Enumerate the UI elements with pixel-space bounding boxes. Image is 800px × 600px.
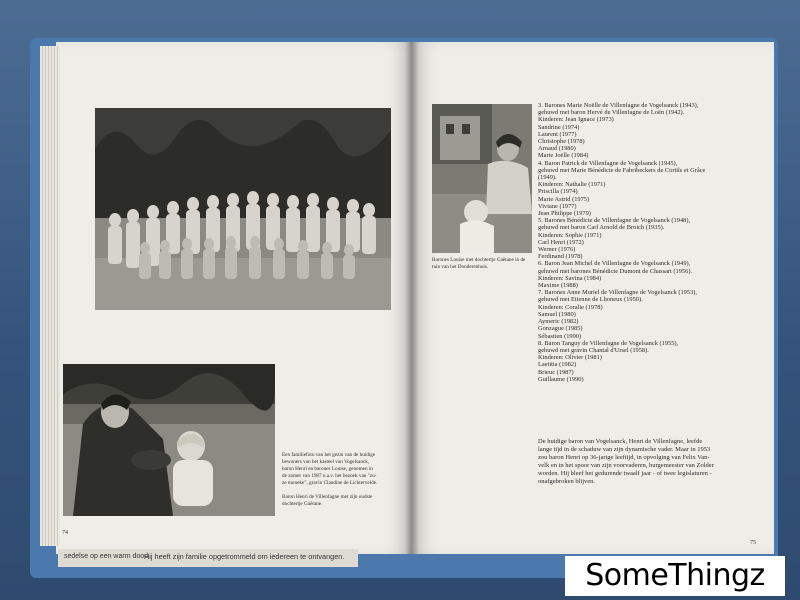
caption-line: tuin van het Donderenhuis. bbox=[432, 264, 489, 270]
genealogy-line: Maxime (1988) bbox=[538, 282, 578, 290]
genealogy-line: Kinderen: Olivier (1981) bbox=[538, 354, 602, 362]
caption-line: ze moneke", gravin Claudine de Lichtervelde. bbox=[282, 480, 378, 486]
caption-line: Een familiefoto van het gezin van de huidige bbox=[282, 452, 376, 458]
genealogy-line: Kinderen: Savina (1984) bbox=[538, 274, 602, 282]
strip-left-text: sedelse op een warm dood bbox=[64, 553, 149, 560]
genealogy-line: gehuwd met gravin Chantal d'Ursel (1958). bbox=[538, 346, 649, 354]
paragraph-line: zou baron Henri op 36-jarige leeftijd, in opvolging van Felix Van- bbox=[538, 454, 710, 461]
genealogy-line: 6. Baron Jean Michel de Villenfagne de Vogelsanck (1949), bbox=[538, 260, 691, 268]
caption-line bbox=[282, 487, 394, 494]
genealogy-line: 4. Baron Patrick de Villenfagne de Vogelsanck (1945), bbox=[538, 159, 678, 167]
book-gutter bbox=[405, 42, 419, 554]
genealogy-line: Werner (1976) bbox=[538, 246, 576, 254]
right-page-number: 75 bbox=[750, 540, 756, 546]
caption-line: de zomer van 1987 n.a.v. het bezoek van "zu- bbox=[282, 473, 377, 479]
genealogy-line: gehuwd met baron Carl Arnold de Broich (1935). bbox=[538, 224, 665, 232]
paragraph-line: lange tijd in de schaduw van zijn dynamische vader. Maar in 1953 bbox=[538, 446, 711, 453]
genealogy-line: Sébastien (1990) bbox=[538, 332, 582, 340]
genealogy-line: Priscilla (1974) bbox=[538, 188, 578, 196]
paragraph-line: worden. Hij bleef het gedurende twaalf jaar - of twee legislaturen - bbox=[538, 470, 712, 477]
genealogy-line: 3. Barones Marie Noëlle de Villenfagne de Vogelsanck (1943), bbox=[538, 102, 699, 109]
genealogy-line: Kinderen: Coralie (1978) bbox=[538, 303, 603, 311]
genealogy-line: Christophe (1978) bbox=[538, 138, 585, 146]
genealogy-line: Sandrine (1974) bbox=[538, 123, 580, 131]
genealogy-line: Aymeric (1982) bbox=[538, 318, 579, 326]
left-page-captions bbox=[282, 452, 394, 508]
left-page-number: 74 bbox=[62, 530, 68, 536]
genealogy-list bbox=[538, 102, 756, 383]
caption-line: bewoners van het kasteel van Vogelsanck, bbox=[282, 459, 370, 465]
genealogy-line: Laetitia (1982) bbox=[538, 361, 577, 369]
genealogy-line: Ferdinand (1978) bbox=[538, 253, 583, 261]
paragraph-line: De huidige baron van Vogelsanck, Henri de Villenfagne, leefde bbox=[538, 438, 703, 445]
genealogy-line: Kinderen: Nathalie (1971) bbox=[538, 181, 606, 189]
caption-line: Baron Henri de Villenfagne met zijn oudste bbox=[282, 494, 373, 500]
genealogy-line: 7. Barones Anne Muriel de Villenfagne de Vogelsanck (1953), bbox=[538, 289, 697, 297]
genealogy-line: Viviane (1977) bbox=[538, 202, 577, 210]
strip-right-text: Hij heeft zijn familie opgetrommeld om iedereen te ontvangen. bbox=[144, 552, 345, 561]
body-paragraph bbox=[538, 438, 758, 486]
genealogy-line: (1949). bbox=[538, 174, 557, 182]
mother-child-caption bbox=[432, 257, 536, 271]
genealogy-line: Laurent (1977) bbox=[538, 130, 577, 138]
genealogy-line: gehuwd met Marie Bénédicte de Fabribeckers de Cortils et Grâce bbox=[538, 166, 706, 174]
genealogy-line: Kinderen: Jean Ignace (1973) bbox=[538, 116, 614, 124]
page-stack-edge bbox=[40, 46, 60, 546]
genealogy-line: Kinderen: Sophie (1971) bbox=[538, 231, 602, 239]
genealogy-line: gehuwd met baron Hervé de Villenfagne de Loën (1942). bbox=[538, 109, 685, 117]
caption-line: Barones Louise met dochtertje Gaëtane in de bbox=[432, 257, 526, 263]
genealogy-line: Guillaume (1990) bbox=[538, 375, 584, 383]
paragraph-line: velk en in het spoor van zijn voorvaderen, burgemeester van Zolder bbox=[538, 462, 714, 469]
genealogy-line: Jean Philippe (1979) bbox=[538, 210, 591, 218]
genealogy-line: Brieuc (1987) bbox=[538, 368, 574, 376]
mother-child-photo bbox=[432, 104, 532, 253]
genealogy-line: Gonzague (1985) bbox=[538, 325, 583, 333]
genealogy-line: 8. Baron Tanguy de Villenfagne de Vogelsanck (1955), bbox=[538, 339, 679, 347]
caption-line: baron Henri en barones Louise, genomen in bbox=[282, 466, 373, 472]
underlying-page-strip bbox=[58, 549, 358, 567]
genealogy-line: gehuwd met Etienne de Lhoneux (1950). bbox=[538, 296, 643, 304]
genealogy-line: gehuwd met barones Bénédicte Dumont de Chassart (1956). bbox=[538, 267, 693, 275]
genealogy-line: 5. Barones Bénédicte de Villenfagne de Vogelsanck (1948), bbox=[538, 217, 691, 225]
genealogy-line: Arnaud (1980) bbox=[538, 145, 576, 153]
genealogy-line: Samuel (1980) bbox=[538, 310, 576, 318]
watermark-logo: SomeThingz bbox=[565, 556, 785, 596]
paragraph-line: onafgebroken blijven. bbox=[538, 478, 596, 485]
genealogy-line: Marie Joëlle (1984) bbox=[538, 152, 589, 160]
genealogy-line: Carl Henri (1972) bbox=[538, 238, 584, 246]
father-daughter-photo bbox=[63, 364, 275, 516]
caption-line: dochtertje Gaëtane. bbox=[282, 501, 323, 507]
genealogy-line: Marie Astrid (1975) bbox=[538, 195, 590, 203]
family-group-photo bbox=[95, 108, 391, 310]
